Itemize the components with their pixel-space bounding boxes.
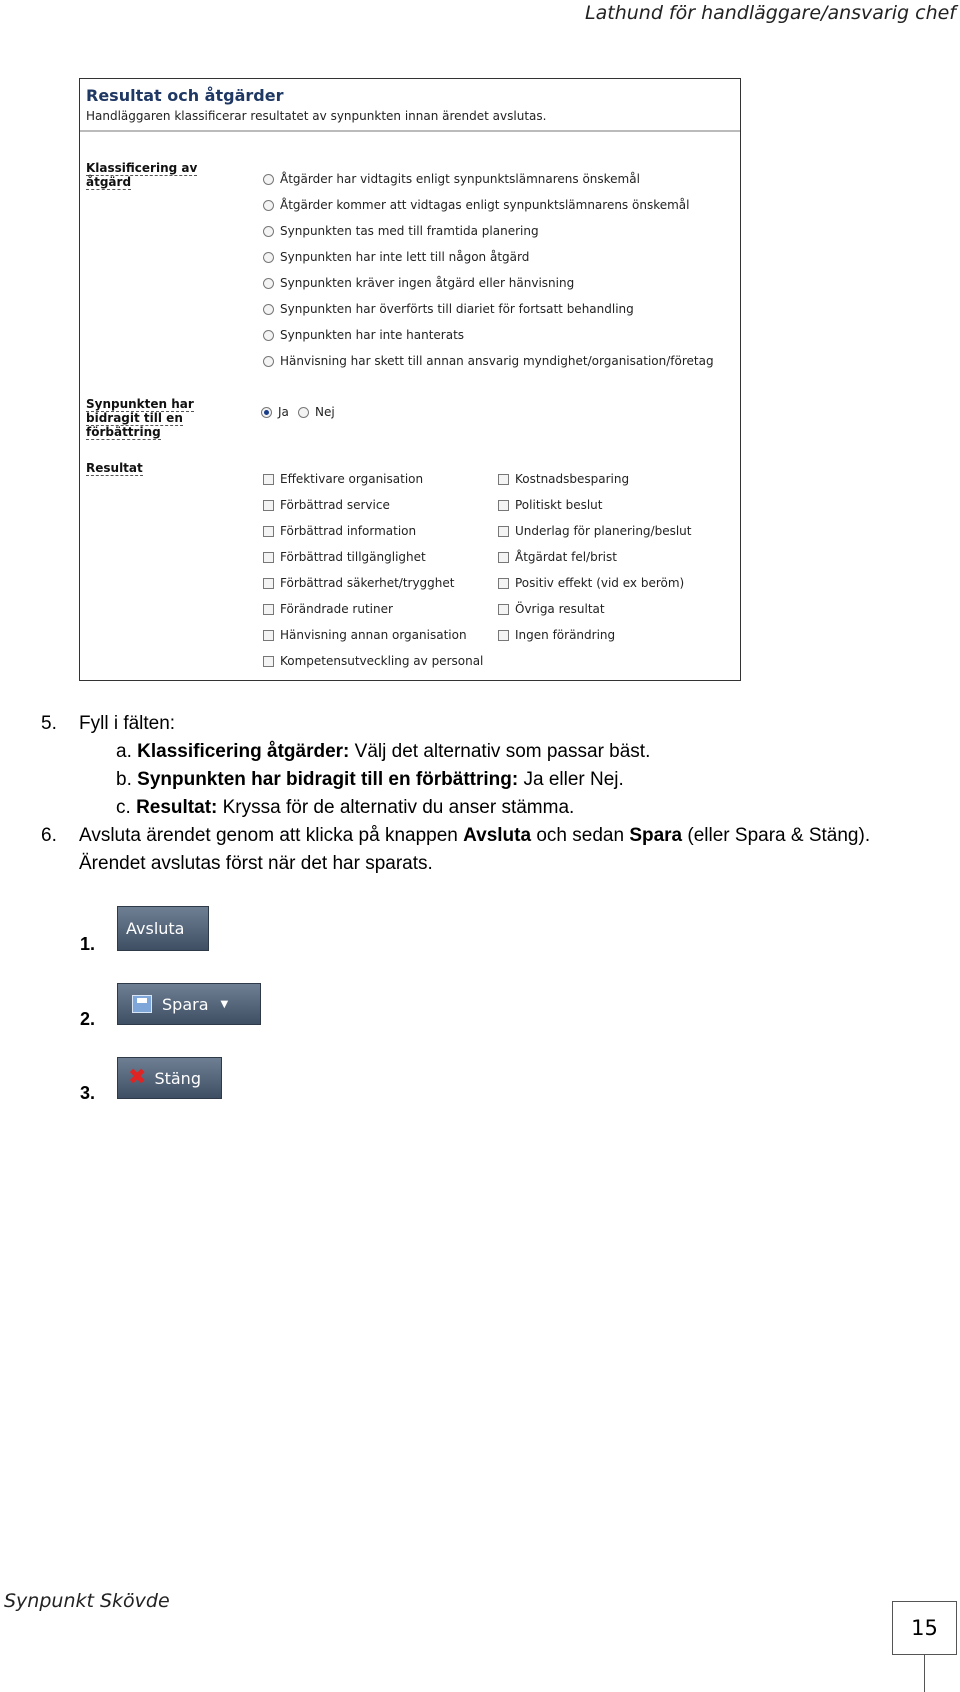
avsluta-button[interactable]: Avsluta: [117, 906, 209, 951]
radio-icon[interactable]: [263, 252, 274, 263]
step-5: 5. Fyll i fälten:: [41, 713, 176, 734]
result-checkbox[interactable]: Positiv effekt (vid ex beröm): [498, 576, 684, 590]
classification-option[interactable]: Synpunkten kräver ingen åtgärd eller hänvisning: [263, 276, 574, 290]
improvement-label: Synpunkten har bidragit till en förbättring: [86, 397, 194, 439]
checkbox-icon[interactable]: [498, 526, 509, 537]
classification-label: Klassificering av åtgärd: [86, 161, 198, 189]
step-6-text: Avsluta ärendet genom att klicka på knappen Avsluta och sedan Spara (eller Spara & Stäng).: [79, 825, 871, 846]
result-label: Resultat: [86, 461, 143, 475]
radio-icon[interactable]: [298, 407, 309, 418]
checkbox-icon[interactable]: [263, 578, 274, 589]
close-icon: ✖: [128, 1065, 147, 1090]
result-checkbox[interactable]: Politiskt beslut: [498, 498, 602, 512]
result-checkbox[interactable]: Förbättrad information: [263, 524, 416, 538]
form-screenshot: [79, 78, 741, 681]
result-checkbox[interactable]: Förändrade rutiner: [263, 602, 393, 616]
radio-selected-icon[interactable]: [261, 407, 272, 418]
result-checkbox[interactable]: Underlag för planering/beslut: [498, 524, 691, 538]
classification-option[interactable]: Synpunkten har överförts till diariet för fortsatt behandling: [263, 302, 634, 316]
step-5c: c. Resultat: Kryssa för de alternativ du anser stämma.: [116, 797, 575, 818]
checkbox-icon[interactable]: [498, 578, 509, 589]
footer-text: Synpunkt Skövde: [4, 1590, 170, 1612]
classification-option[interactable]: Åtgärder kommer att vidtagas enligt synpunktslämnarens önskemål: [263, 198, 689, 212]
classification-option[interactable]: Hänvisning har skett till annan ansvarig myndighet/organisation/företag: [263, 354, 714, 368]
step-6: 6.: [41, 825, 57, 846]
spara-button[interactable]: Spara ▼: [117, 983, 261, 1025]
checkbox-icon[interactable]: [263, 604, 274, 615]
result-checkbox[interactable]: Hänvisning annan organisation: [263, 628, 467, 642]
step-5a: a. Klassificering åtgärder: Välj det alternativ som passar bäst.: [116, 741, 651, 762]
radio-icon[interactable]: [263, 356, 274, 367]
button-number: 3.: [80, 1083, 96, 1103]
page-number: 15: [892, 1601, 957, 1655]
checkbox-icon[interactable]: [498, 500, 509, 511]
checkbox-icon[interactable]: [498, 474, 509, 485]
classification-option[interactable]: Synpunkten tas med till framtida planering: [263, 224, 539, 238]
result-checkbox[interactable]: Förbättrad tillgänglighet: [263, 550, 426, 564]
checkbox-icon[interactable]: [263, 656, 274, 667]
checkbox-icon[interactable]: [263, 630, 274, 641]
step-5b: b. Synpunkten har bidragit till en förbättring: Ja eller Nej.: [116, 769, 624, 790]
checkbox-icon[interactable]: [498, 630, 509, 641]
save-icon: [132, 995, 152, 1013]
radio-icon[interactable]: [263, 200, 274, 211]
stang-button[interactable]: ✖ Stäng: [117, 1057, 222, 1099]
improvement-yes[interactable]: Ja: [261, 405, 289, 419]
form-title: Resultat och åtgärder: [86, 86, 284, 105]
checkbox-icon[interactable]: [498, 604, 509, 615]
chevron-down-icon[interactable]: ▼: [220, 998, 229, 1010]
button-number: 1.: [80, 934, 96, 954]
classification-option[interactable]: Synpunkten har inte hanterats: [263, 328, 464, 342]
improvement-no[interactable]: Nej: [298, 405, 335, 419]
result-checkbox[interactable]: Övriga resultat: [498, 602, 605, 616]
checkbox-icon[interactable]: [263, 552, 274, 563]
result-checkbox[interactable]: Ingen förändring: [498, 628, 615, 642]
radio-icon[interactable]: [263, 330, 274, 341]
radio-icon[interactable]: [263, 278, 274, 289]
result-checkbox[interactable]: Kompetensutveckling av personal: [263, 654, 483, 668]
classification-option[interactable]: Synpunkten har inte lett till någon åtgärd: [263, 250, 529, 264]
result-checkbox[interactable]: Åtgärdat fel/brist: [498, 550, 617, 564]
classification-option[interactable]: Åtgärder har vidtagits enligt synpunktslämnarens önskemål: [263, 172, 640, 186]
page-number-line: [924, 1655, 925, 1692]
form-subtitle: Handläggaren klassificerar resultatet av synpunkten innan ärendet avslutas.: [86, 109, 547, 123]
result-checkbox[interactable]: Effektivare organisation: [263, 472, 423, 486]
radio-icon[interactable]: [263, 226, 274, 237]
radio-icon[interactable]: [263, 304, 274, 315]
result-checkbox[interactable]: Kostnadsbesparing: [498, 472, 629, 486]
checkbox-icon[interactable]: [498, 552, 509, 563]
checkbox-icon[interactable]: [263, 500, 274, 511]
radio-icon[interactable]: [263, 174, 274, 185]
step-6-line2: Ärendet avslutas först när det har sparats.: [79, 853, 433, 874]
page-header: Lathund för handläggare/ansvarig chef: [585, 2, 956, 24]
button-number: 2.: [80, 1009, 96, 1029]
result-checkbox[interactable]: Förbättrad säkerhet/trygghet: [263, 576, 455, 590]
checkbox-icon[interactable]: [263, 526, 274, 537]
result-checkbox[interactable]: Förbättrad service: [263, 498, 390, 512]
checkbox-icon[interactable]: [263, 474, 274, 485]
divider: [80, 130, 740, 132]
